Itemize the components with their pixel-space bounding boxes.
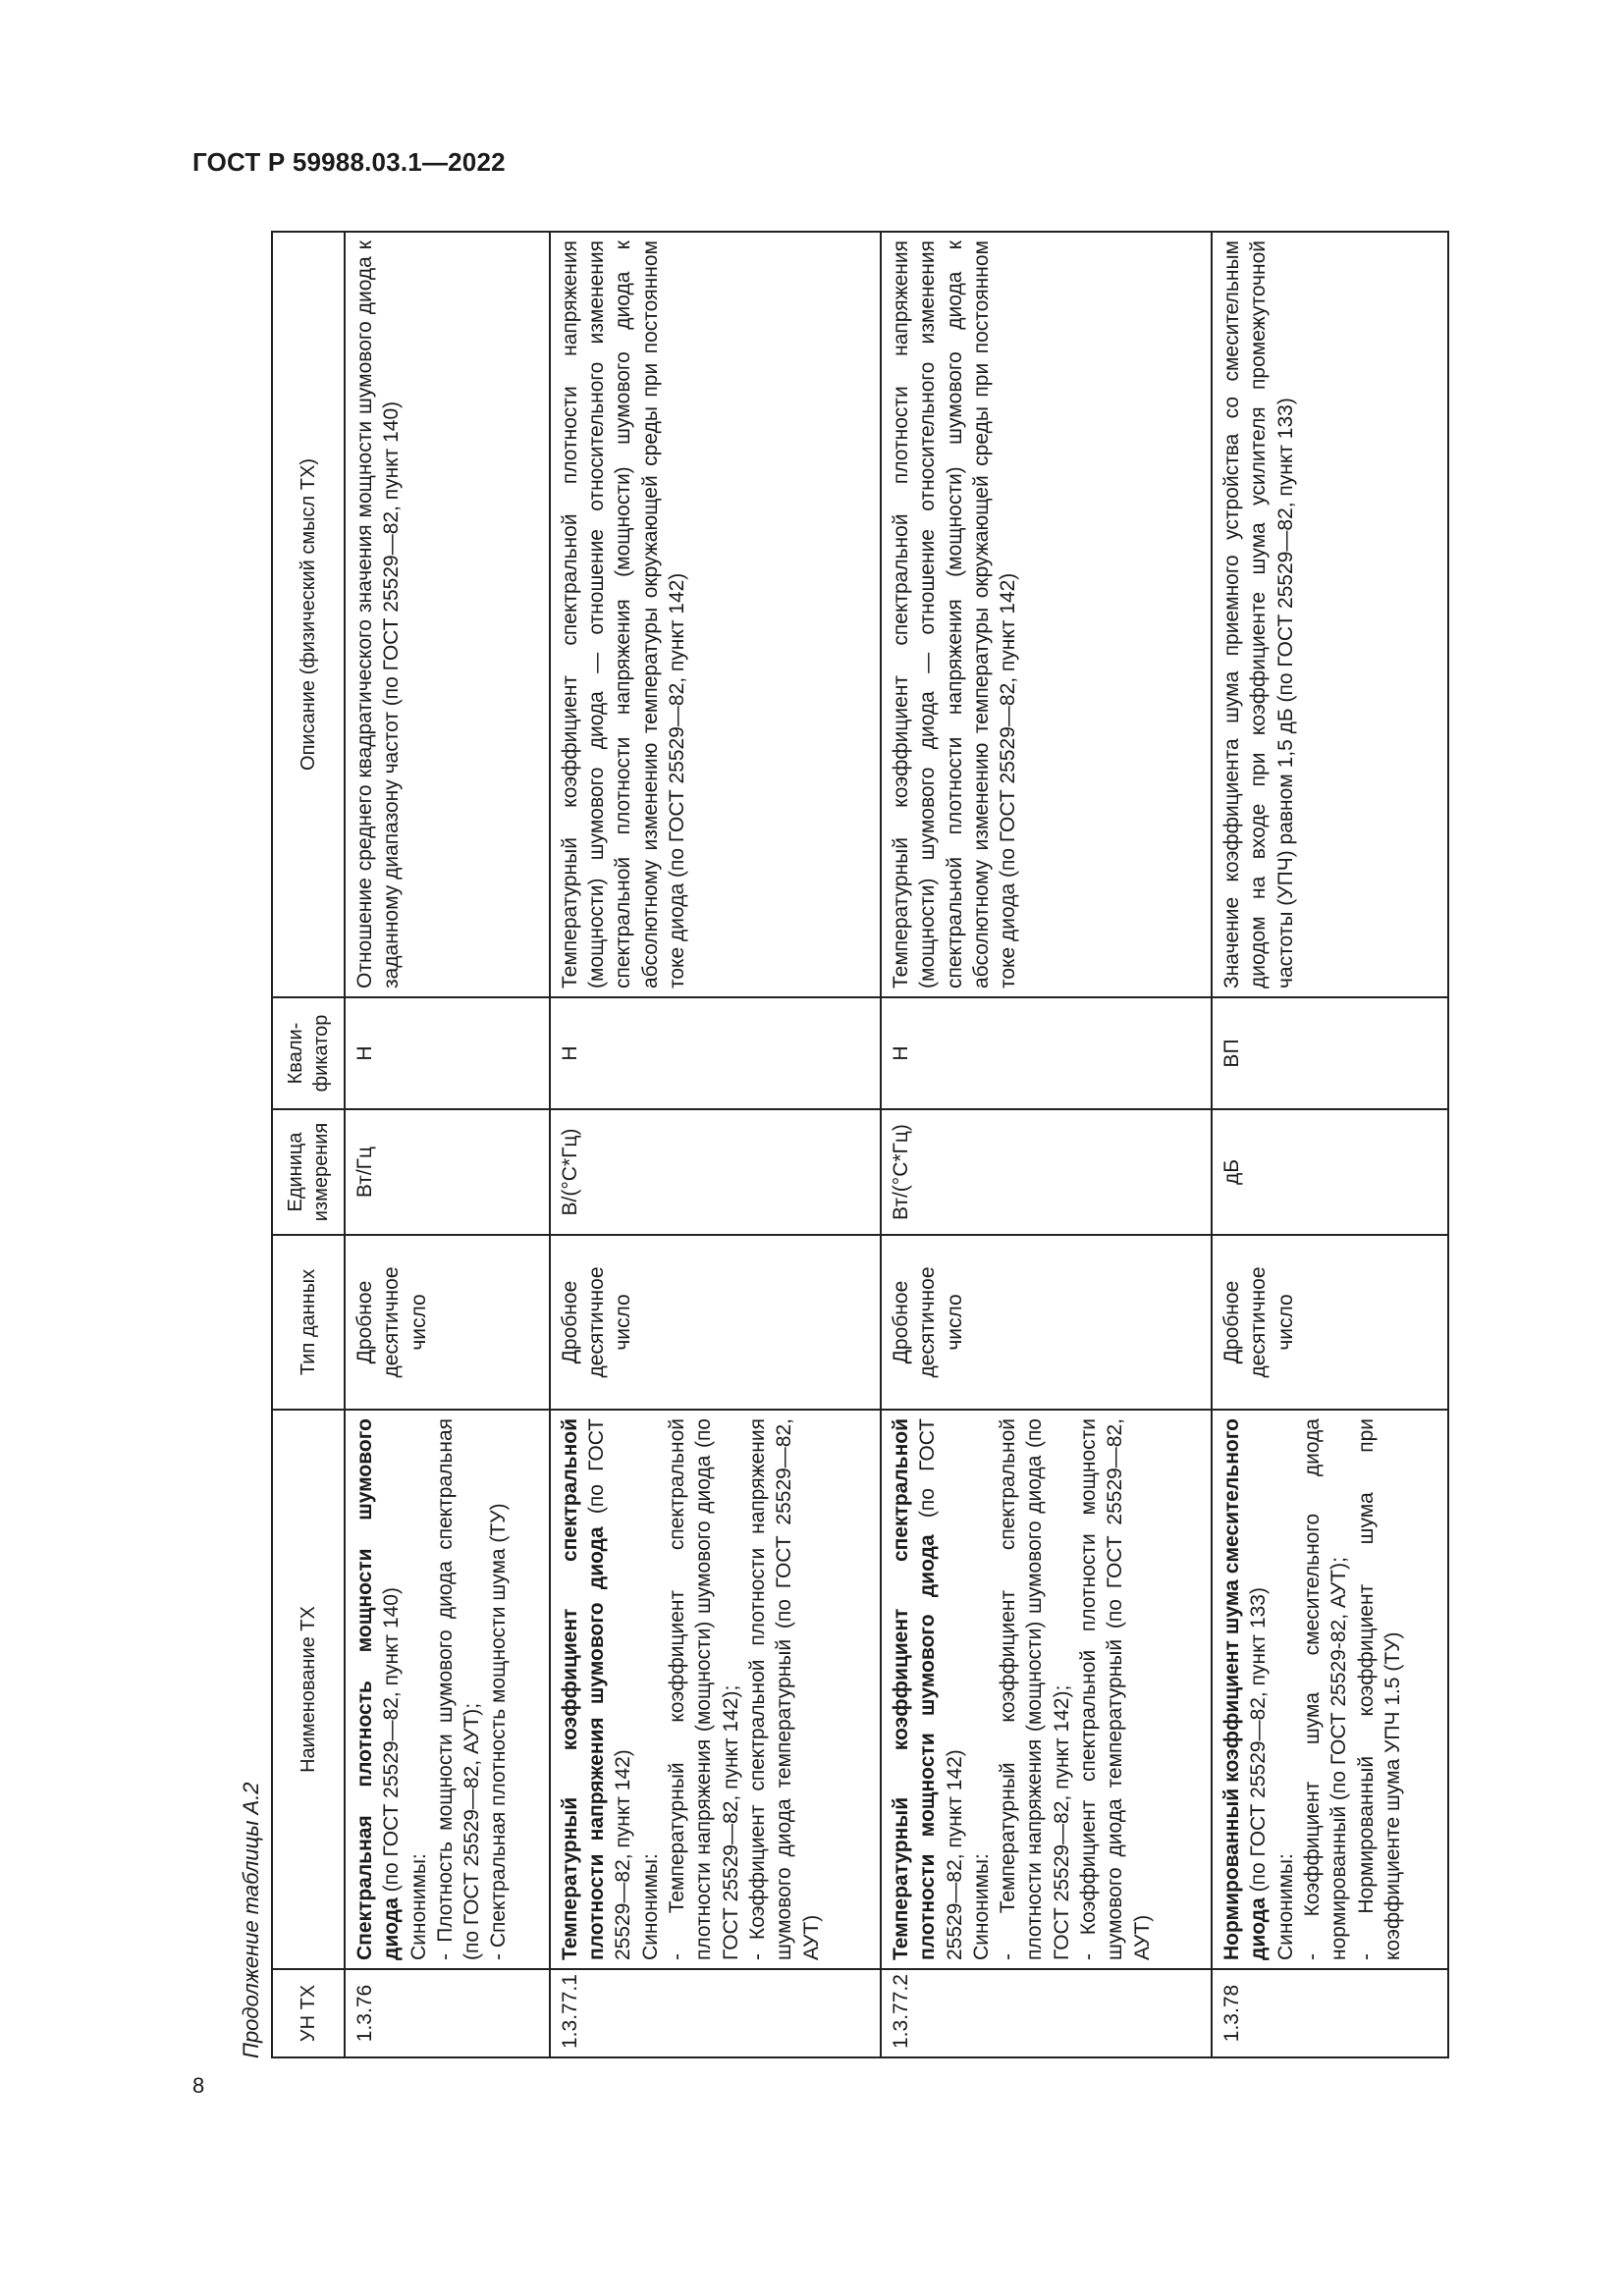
synonym-item: - Коэффициент шума смесительного диода нормированный (по ГОСТ 25529-82, АУТ); [1300, 1418, 1351, 1960]
cell-code: 1.3.76 [345, 1969, 550, 2057]
name-ref: (по ГОСТ 25529—82, пункт 140) [380, 1587, 404, 1898]
name-ref: (по ГОСТ 25529—82, пункт 142) [585, 1418, 635, 1960]
cell-unit: дБ [1212, 1109, 1448, 1235]
name-title: Температурный коэффициент спектральной плотности напряжения шумового диода [558, 1418, 609, 1960]
table-caption: Продолжение таблицы А.2 [239, 1782, 263, 2058]
document-code: ГОСТ Р 59988.03.1—2022 [192, 147, 506, 177]
synonym-item: - Спектральная плотность мощности шума (ТУ) [487, 1503, 511, 1960]
cell-unit: Вт/Гц [345, 1109, 550, 1235]
cell-datatype: Дробное десятичное число [550, 1235, 881, 1410]
synonyms-label: Синонимы: [1273, 1853, 1297, 1960]
name-ref: (по ГОСТ 25529—82, пункт 133) [1247, 1587, 1271, 1898]
synonym-item: - Нормированный коэффициент шума при коэффициенте шума УПЧ 1.5 (ТУ) [1354, 1418, 1404, 1960]
synonym-item: - Коэффициент спектральной плотности напряжения шумового диода температурный (по ГОСТ 25529—82, АУТ) [745, 1418, 823, 1960]
name-title: Температурный коэффициент спектральной плотности мощности шумового диода [889, 1418, 940, 1960]
col-header-unit: Единица измерения [272, 1109, 345, 1235]
cell-name [881, 1410, 1212, 1969]
table-row [345, 232, 550, 2057]
cell-unit: В/(°С*Гц) [550, 1109, 881, 1235]
col-header-datatype: Тип данных [272, 1235, 345, 1410]
cell-code: 1.3.77.1 [550, 1969, 881, 2057]
col-header-description: Описание (физический смысл ТХ) [272, 232, 345, 997]
cell-qualifier: Н [881, 997, 1212, 1109]
cell-qualifier: ВП [1212, 997, 1448, 1109]
characteristics-table [271, 231, 1449, 2058]
col-header-qualifier: Квали-фикатор [272, 997, 345, 1109]
synonym-item: - Коэффициент спектральной плотности мощности шумового диода температурный (по ГОСТ 25529—82, АУТ) [1077, 1418, 1154, 1960]
col-header-code: УН ТХ [272, 1969, 345, 2057]
table-row [550, 232, 881, 2057]
cell-qualifier: Н [345, 997, 550, 1109]
synonym-item: - Температурный коэффициент спектральной плотности напряжения (мощности) шумового диода (по ГОСТ 25529—82, пункт 142); [666, 1418, 742, 1960]
cell-name [345, 1410, 550, 1969]
cell-name [550, 1410, 881, 1969]
cell-code: 1.3.77.2 [881, 1969, 1212, 2057]
cell-description: Температурный коэффициент спектральной плотности напряжения (мощности) шумового диода — отношение относительного изменения спектральной плотности напряжения (мощности) шумового диода к абсолютному изменению температуры окружающей среды при постоянном токе диода (по ГОСТ 25529—82, пункт 142) [550, 232, 881, 997]
cell-description: Температурный коэффициент спектральной плотности напряжения (мощности) шумового диода — отношение относительного изменения спектральной плотности напряжения (мощности) шумового диода к абсолютному изменению температуры окружающей среды при постоянном токе диода (по ГОСТ 25529—82, пункт 142) [881, 232, 1212, 997]
synonyms-label: Синонимы: [969, 1853, 993, 1960]
synonyms-label: Синонимы: [406, 1853, 430, 1960]
name-ref: (по ГОСТ 25529—82, пункт 142) [916, 1418, 966, 1960]
synonym-item: - Температурный коэффициент спектральной плотности напряжения (мощности) шумового диода (по ГОСТ 25529—82, пункт 142); [997, 1418, 1073, 1960]
cell-datatype: Дробное десятичное число [1212, 1235, 1448, 1410]
rotated-table-block [232, 233, 1422, 2058]
page-number: 8 [192, 2073, 205, 2098]
name-title: Нормированный коэффициент шума смесительного диода [1220, 1418, 1271, 1960]
synonym-item: - Плотность мощности шумового диода спектральная (по ГОСТ 25529—82, АУТ); [433, 1418, 484, 1960]
table-row [881, 232, 1212, 2057]
col-header-name: Наименование ТХ [272, 1410, 345, 1969]
name-title: Спектральная плотность мощности шумового диода [353, 1418, 404, 1960]
table-header-row [272, 232, 345, 2057]
cell-unit: Вт/(°С*Гц) [881, 1109, 1212, 1235]
cell-qualifier: Н [550, 997, 881, 1109]
cell-datatype: Дробное десятичное число [881, 1235, 1212, 1410]
table-row [1212, 232, 1448, 2057]
synonyms-label: Синонимы: [638, 1853, 662, 1960]
cell-datatype: Дробное десятичное число [345, 1235, 550, 1410]
cell-name [1212, 1410, 1448, 1969]
cell-code: 1.3.78 [1212, 1969, 1448, 2057]
cell-description: Отношение среднего квадратического значения мощности шумового диода к заданному диапазону частот (по ГОСТ 25529—82, пункт 140) [345, 232, 550, 997]
cell-description: Значение коэффициента шума приемного устройства со смесительным диодом на входе при коэффициенте шума усилителя промежуточной частоты (УПЧ) равном 1,5 дБ (по ГОСТ 25529—82, пункт 133) [1212, 232, 1448, 997]
